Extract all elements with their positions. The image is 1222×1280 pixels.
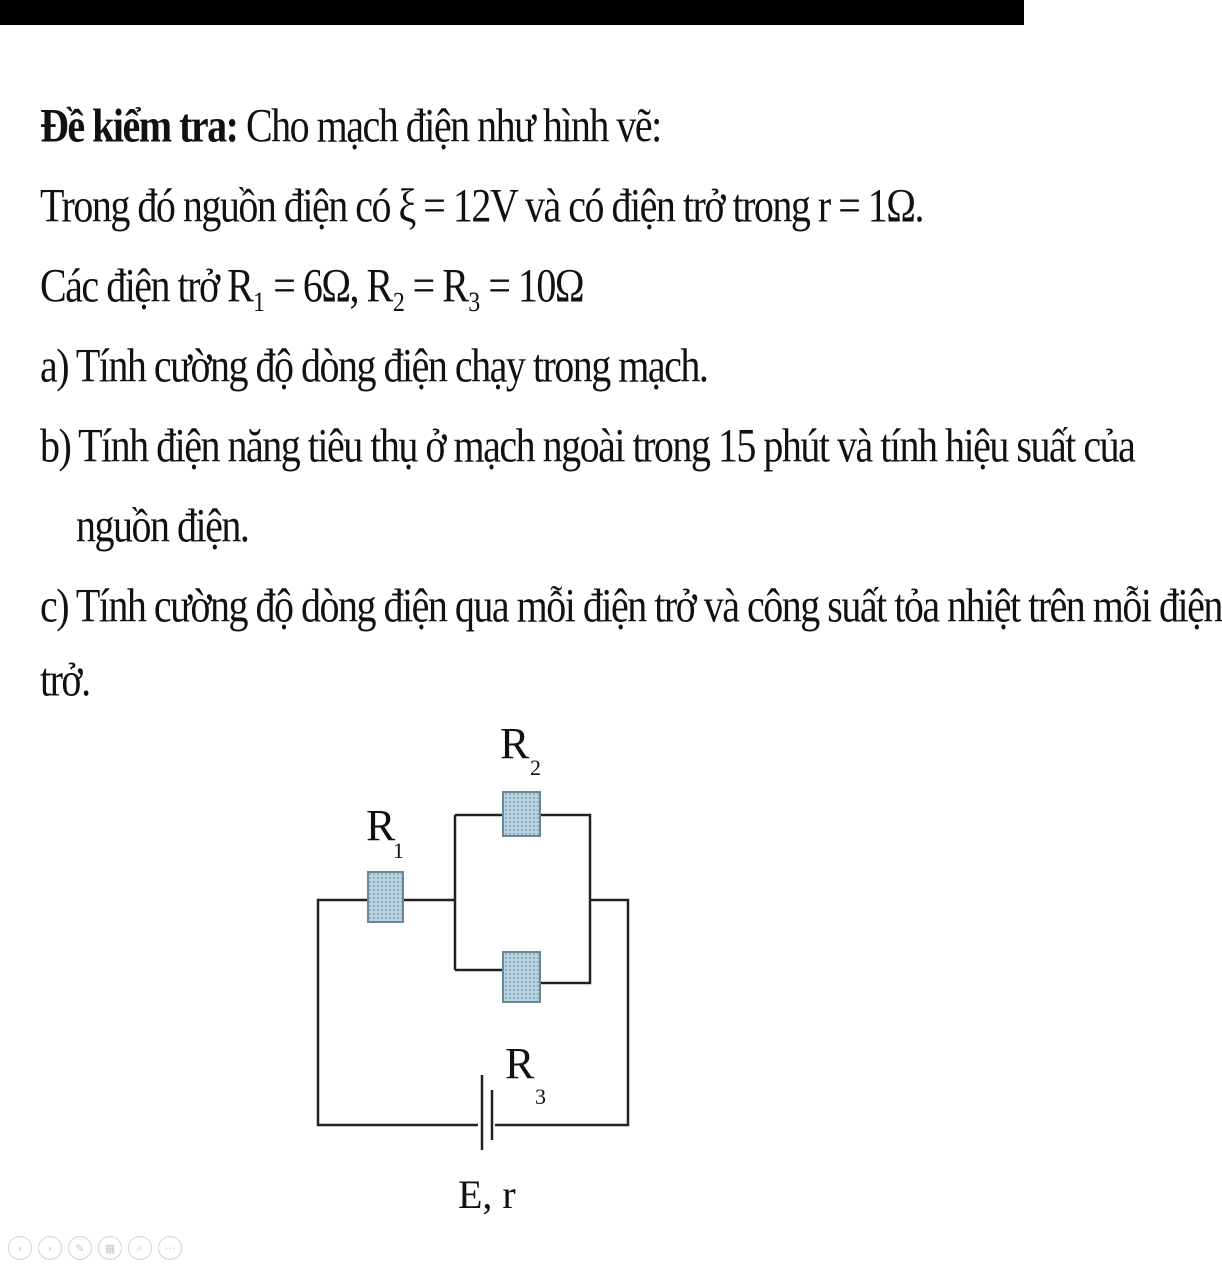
problem-resistors-line: Các điện trở R₁ = 6Ω, R₂ = R₃ = 10Ω [40, 259, 584, 313]
problem-source-line: Trong đó nguồn điện có ξ = 12V và có điện trở trong r = 1Ω. [40, 179, 924, 233]
pen-icon[interactable]: ✎ [68, 1236, 92, 1260]
question-c-line1: c) Tính cường độ dòng điện qua mỗi điện trở và công suất tỏa nhiệt trên mỗi điện [40, 579, 1222, 633]
zoom-icon[interactable]: ⌕ [128, 1236, 152, 1260]
r3-label: R [505, 1039, 535, 1088]
question-a: a) Tính cường độ dòng điện chạy trong mạch. [40, 339, 708, 393]
r2-subscript: 2 [530, 755, 541, 780]
resistor-r1 [368, 872, 403, 922]
r3-subscript: 3 [535, 1084, 546, 1109]
next-slide-icon[interactable]: › [38, 1236, 62, 1260]
resistor-r2 [503, 792, 540, 836]
prev-slide-icon[interactable]: ‹ [8, 1236, 32, 1260]
question-b-line2: nguồn điện. [76, 499, 249, 553]
r1-label: R [366, 801, 396, 850]
resistor-r3 [503, 952, 540, 1002]
slideshow-controls [8, 1236, 182, 1260]
source-label: E, r [458, 1172, 516, 1217]
r1-subscript: 1 [393, 838, 404, 863]
problem-intro-line [40, 98, 661, 153]
top-black-bar [0, 0, 1024, 25]
problem-heading: Đề kiểm tra: [40, 99, 238, 153]
slides-grid-icon[interactable]: ▦ [98, 1236, 122, 1260]
question-c-line2: trở. [40, 653, 90, 707]
more-icon[interactable]: ··· [158, 1236, 182, 1260]
r2-label: R [500, 719, 530, 768]
problem-intro: Cho mạch điện như hình vẽ: [237, 99, 661, 153]
question-b-line1: b) Tính điện năng tiêu thụ ở mạch ngoài trong 15 phút và tính hiệu suất của [40, 419, 1135, 473]
circuit-wires [318, 815, 628, 1125]
circuit-diagram [300, 700, 680, 1230]
